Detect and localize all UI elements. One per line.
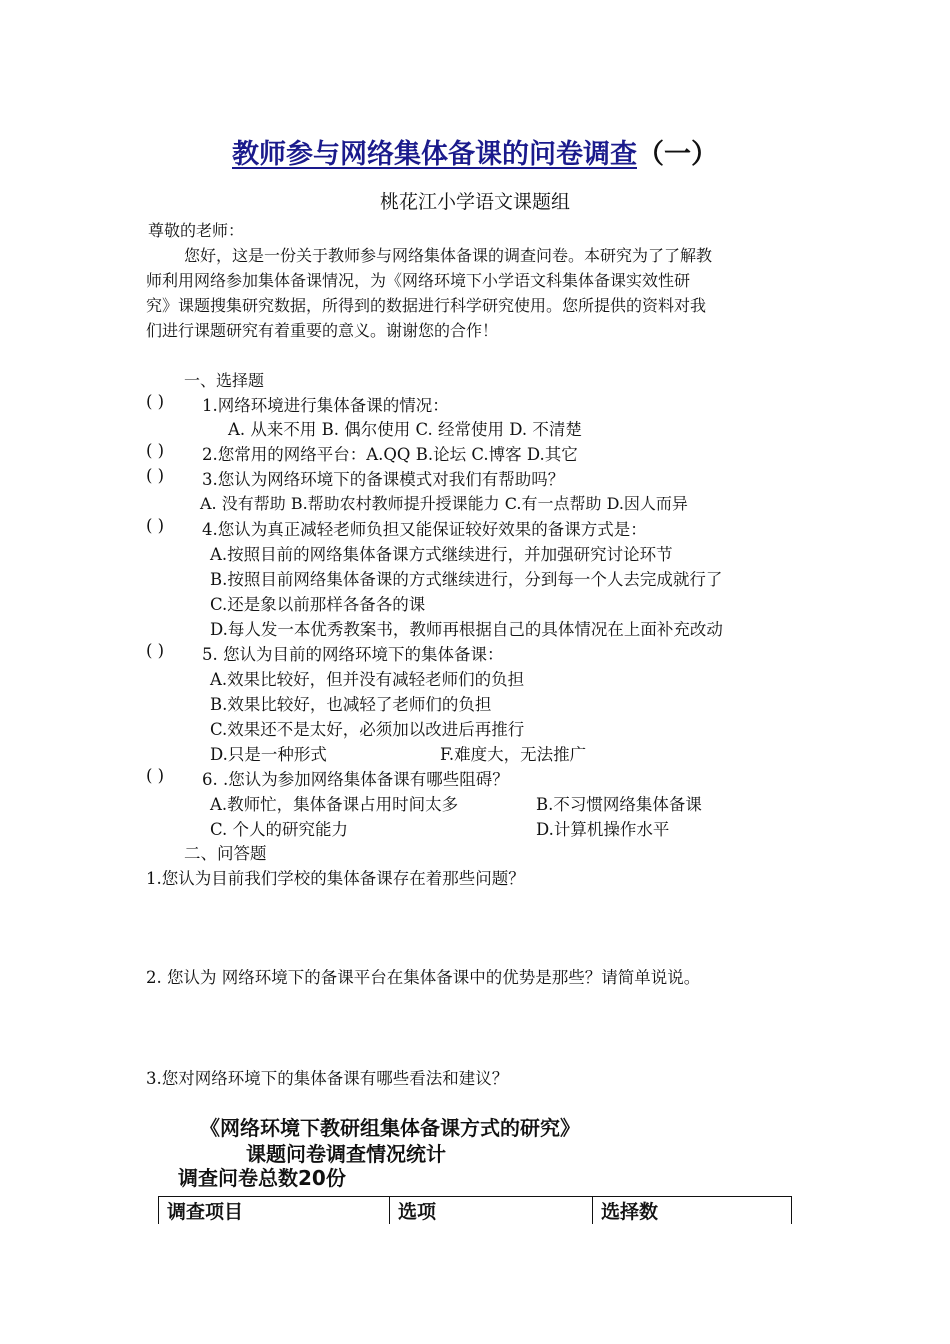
q2-text: 2.您常用的网络平台：A.QQ B.论坛 C.博客 D.其它 [202,445,578,464]
q1-options: A. 从来不用 B. 偶尔使用 C. 经常使用 D. 不清楚 [228,420,582,439]
stats-table [158,1196,792,1224]
q3-answer-paren: ( ) [146,466,165,485]
stats-subheading: 课题问卷调查情况统计 [246,1142,446,1166]
q6-option-a: A.教师忙，集体备课占用时间太多 [210,795,459,814]
intro-line-1: 您好，这是一份关于教师参与网络集体备课的调查问卷。本研究为了了解教 [184,246,713,265]
q5-option-b: B.效果比较好，也减轻了老师们的负担 [210,695,492,714]
q5-text: 5. 您认为目前的网络环境下的集体备课： [202,645,504,664]
q6-option-d: D.计算机操作水平 [536,820,670,839]
stats-total: 调查问卷总数20份 [178,1166,346,1190]
q6-text: 6. .您认为参加网络集体备课有哪些阻碍？ [202,770,509,789]
stats-heading: 《网络环境下教研组集体备课方式的研究》 [200,1116,580,1140]
q6-answer-paren: ( ) [146,766,165,785]
q4-option-c: C.还是象以前那样各备各的课 [210,595,426,614]
salutation: 尊敬的老师： [148,221,245,240]
page-title [0,132,950,171]
section-open-heading: 二、问答题 [184,844,267,863]
q5-option-a: A.效果比较好，但并没有减轻老师们的负担 [210,670,525,689]
q4-option-a: A.按照目前的网络集体备课方式继续进行，并加强研究讨论环节 [210,545,673,564]
q4-option-b: B.按照目前网络集体备课的方式继续进行，分到每一个人去完成就行了 [210,570,723,589]
intro-line-3: 究》课题搜集研究数据，所得到的数据进行科学研究使用。您所提供的资料对我 [146,296,707,315]
open-question-1: 1.您认为目前我们学校的集体备课存在着那些问题？ [146,869,525,888]
title-suffix: （一） [637,139,718,170]
intro-line-2: 师利用网络参加集体备课情况，为《网络环境下小学语文科集体备课实效性研 [146,271,691,290]
q5-option-c: C.效果还不是太好，必须加以改进后再推行 [210,720,525,739]
q1-answer-paren: ( ) [146,392,165,411]
subtitle: 桃花江小学语文课题组 [379,191,570,213]
open-question-3: 3.您对网络环境下的集体备课有哪些看法和建议？ [146,1069,509,1088]
column-header-count: 选择数 [593,1197,792,1225]
q3-text: 3.您认为网络环境下的备课模式对我们有帮助吗？ [202,470,565,489]
q6-option-c: C. 个人的研究能力 [210,820,349,839]
q6-option-b: B.不习惯网络集体备课 [536,795,702,814]
q1-text: 1.网络环境进行集体备课的情况： [202,396,449,415]
stats-table-header-row [159,1197,792,1225]
open-question-2: 2. 您认为 网络环境下的备课平台在集体备课中的优势是那些？请简单说说。 [146,968,701,987]
q5-option-f: F.难度大，无法推广 [440,745,587,764]
column-header-option: 选项 [390,1197,593,1225]
q5-option-d: D.只是一种形式 [210,745,327,764]
q2-answer-paren: ( ) [146,441,165,460]
column-header-item: 调查项目 [159,1197,390,1225]
q5-answer-paren: ( ) [146,641,165,660]
q4-answer-paren: ( ) [146,516,165,535]
title-main: 教师参与网络集体备课的问卷调查 [232,139,637,170]
q3-options: A. 没有帮助 B.帮助农村教师提升授课能力 C.有一点帮助 D.因人而异 [200,494,688,513]
q4-option-d: D.每人发一本优秀教案书，教师再根据自己的具体情况在上面补充改动 [210,620,723,639]
q4-text: 4.您认为真正减轻老师负担又能保证较好效果的备课方式是： [202,520,647,539]
intro-line-4: 们进行课题研究有着重要的意义。谢谢您的合作！ [146,321,499,340]
section-choice-heading: 一、选择题 [184,371,265,390]
